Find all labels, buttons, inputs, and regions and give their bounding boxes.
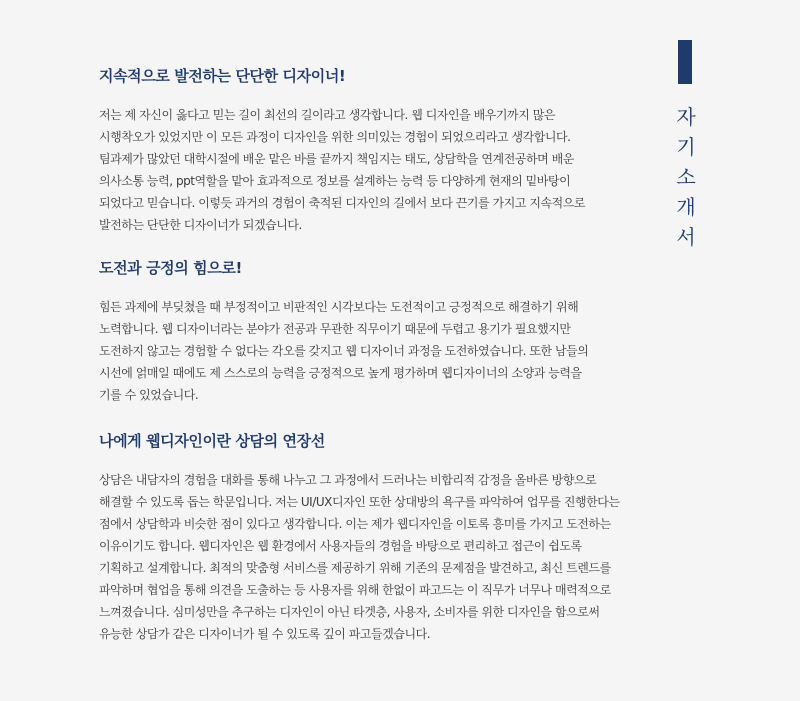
section-heading: 지속적으로 발전하는 단단한 디자이너! xyxy=(99,67,346,85)
paragraph-line: 기획하고 설계합니다. 최적의 맞춤형 서비스를 제공하기 위해 기존의 문제점을 발견하고, 최신 트렌드를 xyxy=(99,561,611,575)
vertical-title-char: 개 xyxy=(676,195,696,219)
vertical-title-char: 소 xyxy=(676,165,696,189)
paragraph-line: 시선에 얽매일 때에도 제 스스로의 능력을 긍정적으로 높게 평가하며 웹디자이너의 소양과 능력을 xyxy=(99,366,582,380)
paragraph-line: 시행착오가 있었지만 이 모든 과정이 디자인을 위한 의미있는 경험이 되었으리라고 생각합니다. xyxy=(99,130,571,144)
paragraph-line: 점에서 상담학과 비슷한 점이 있다고 생각합니다. 이는 제가 웹디자인을 이토록 흥미를 가지고 도전하는 xyxy=(99,517,611,531)
vertical-title-char: 기 xyxy=(676,135,696,159)
paragraph-line: 팀과제가 많았던 대학시절에 배운 맡은 바를 끝까지 책임지는 태도, 상담학을 연계전공하며 배운 xyxy=(99,152,574,166)
paragraph-line: 도전하지 않고는 경험할 수 없다는 각오를 갖지고 웹 디자이너 과정을 도전하였습니다. 또한 남들의 xyxy=(99,344,589,358)
paragraph-line: 해결할 수 있도록 돕는 학문입니다. 저는 UI/UX디자인 또한 상대방의 욕구를 파악하여 업무를 진행한다는 xyxy=(99,495,620,509)
paragraph-line: 파악하며 협업을 통해 의견을 도출하는 등 사용자를 위해 한없이 파고드는 이 직무가 너무나 매력적으로 xyxy=(99,583,611,597)
paragraph-line: 저는 제 자신이 옳다고 믿는 길이 최선의 길이라고 생각합니다. 웹 디자인을 배우기까지 많은 xyxy=(99,108,555,122)
paragraph-line: 발전하는 단단한 디자이너가 되겠습니다. xyxy=(99,218,302,232)
section-heading: 도전과 긍정의 힘으로! xyxy=(99,259,242,277)
paragraph-line: 기를 수 있었습니다. xyxy=(99,388,199,402)
section-heading: 나에게 웹디자인이란 상담의 연장선 xyxy=(99,432,325,450)
paragraph-line: 느껴졌습니다. 심미성만을 추구하는 디자인이 아닌 타겟층, 사용자, 소비자를 위한 디자인을 함으로써 xyxy=(99,605,600,619)
paragraph-line: 힘든 과제에 부딪쳤을 때 부정적이고 비판적인 시각보다는 도전적이고 긍정적으로 해결하기 위해 xyxy=(99,300,579,314)
section-body xyxy=(99,469,699,645)
paragraph-line: 의사소통 능력, ppt역할을 맡아 효과적으로 정보를 설계하는 능력 등 다양하게 현재의 밑바탕이 xyxy=(99,174,571,188)
section-body xyxy=(99,104,699,236)
paragraph-line: 노력합니다. 웹 디자이너라는 분야가 전공과 무관한 직무이기 때문에 두렵고 용기가 필요했지만 xyxy=(99,322,571,336)
section-body xyxy=(99,296,699,406)
section-continuous-growth xyxy=(99,66,699,236)
vertical-title-char: 서 xyxy=(676,225,696,249)
vertical-title-char: 자 xyxy=(676,105,696,129)
paragraph-line: 되었다고 믿습니다. 이렇듯 과거의 경험이 축적된 디자인의 길에서 보다 끈기를 가지고 지속적으로 xyxy=(99,196,586,210)
paragraph-line: 유능한 상담가 같은 디자이너가 될 수 있도록 깊이 파고들겠습니다. xyxy=(99,627,431,641)
section-web-design-counseling xyxy=(99,431,699,645)
paragraph-line: 상담은 내담자의 경험을 대화를 통해 나누고 그 과정에서 드러나는 비합리적 감정을 올바른 방향으로 xyxy=(99,473,597,487)
section-challenge-positivity xyxy=(99,258,699,406)
paragraph-line: 이유이기도 합니다. 웹디자인은 웹 환경에서 사용자들의 경험을 바탕으로 편리하고 접근이 쉽도록 xyxy=(99,539,582,553)
